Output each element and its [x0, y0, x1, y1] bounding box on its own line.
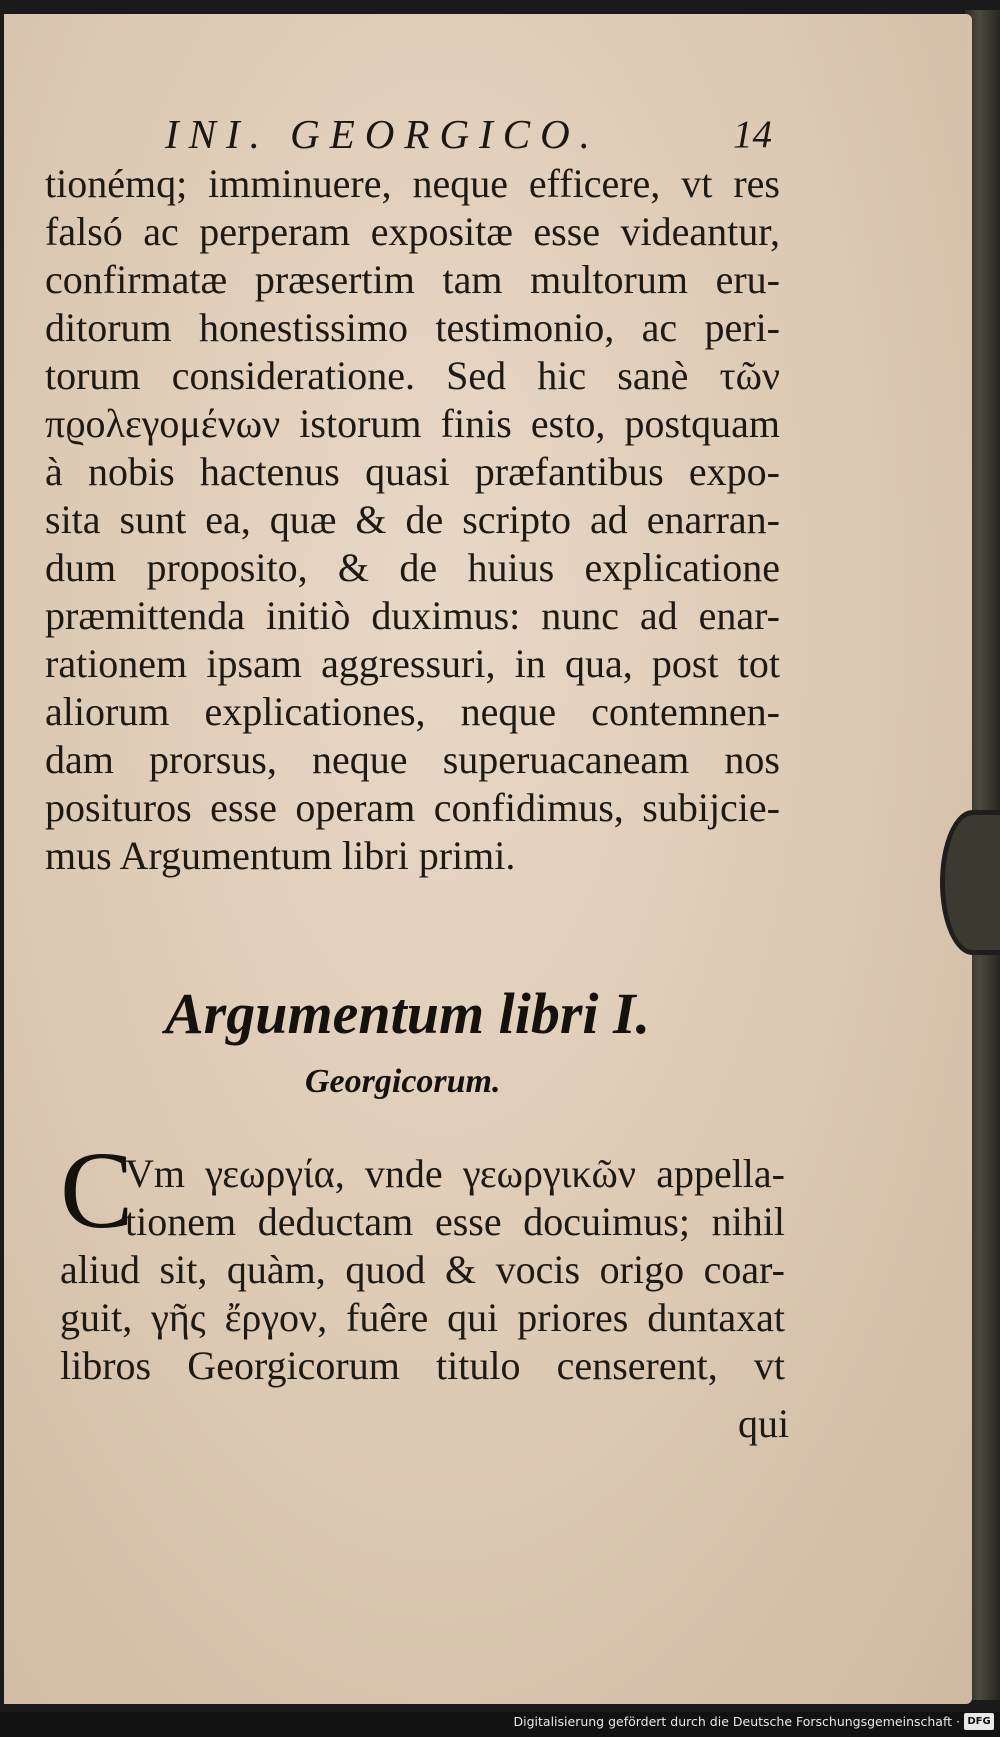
text-line: πϱολεγομένων istorum finis esto, postquam [45, 401, 780, 446]
text-line: ditorum honestissimo testimonio, ac peri- [45, 305, 780, 350]
text-line: à nobis hactenus quasi præfantibus expo- [45, 449, 780, 494]
funding-credit: Digitalisierung gefördert durch die Deutsche Forschungsgemeinschaft · [513, 1714, 960, 1729]
dfg-logo: DFG [964, 1713, 994, 1730]
text-line: tionem deductam esse docuimus; nihil [125, 1199, 785, 1244]
section-heading: Argumentum libri I. [165, 981, 651, 1046]
book-clip [940, 810, 1000, 955]
text-line: confirmatæ præsertim tam multorum eru- [45, 257, 780, 302]
text-line: libros Georgicorum titulo censerent, vt [60, 1343, 785, 1388]
page-number: 14 [733, 113, 772, 156]
text-line: mus Argumentum libri primi. [45, 833, 516, 878]
text-line: dum proposito, & de huius explicatione [45, 545, 780, 590]
text-line: guit, γῆς ἔργον, fuêre qui priores duntaxat [60, 1295, 785, 1340]
text-line: aliud sit, quàm, quod & vocis origo coar- [60, 1247, 785, 1292]
text-line: Vm γεωργία, vnde γεωργικῶν appella- [125, 1151, 785, 1196]
text-line: rationem ipsam aggressuri, in qua, post tot [45, 641, 780, 686]
running-title: INI. GEORGICO. [165, 111, 600, 157]
text-line: præmittenda initiò duximus: nunc ad enar- [45, 593, 780, 638]
text-line: aliorum explicationes, neque contemnen- [45, 689, 780, 734]
text-line: sita sunt ea, quæ & de scripto ad enarran- [45, 497, 780, 542]
text-line: posituros esse operam confidimus, subijcie- [45, 785, 780, 830]
drop-initial: C [60, 1129, 134, 1251]
text-line: dam prorsus, neque superuacaneam nos [45, 737, 780, 782]
text-line: tionémq; imminuere, neque efficere, vt res [45, 161, 780, 206]
catchword: qui [738, 1401, 790, 1446]
text-line: torum consideratione. Sed hic sanè τῶν [45, 353, 780, 398]
section-subheading: Georgicorum. [305, 1063, 501, 1100]
text-line: falsó ac perperam expositæ esse videantur, [45, 209, 780, 254]
